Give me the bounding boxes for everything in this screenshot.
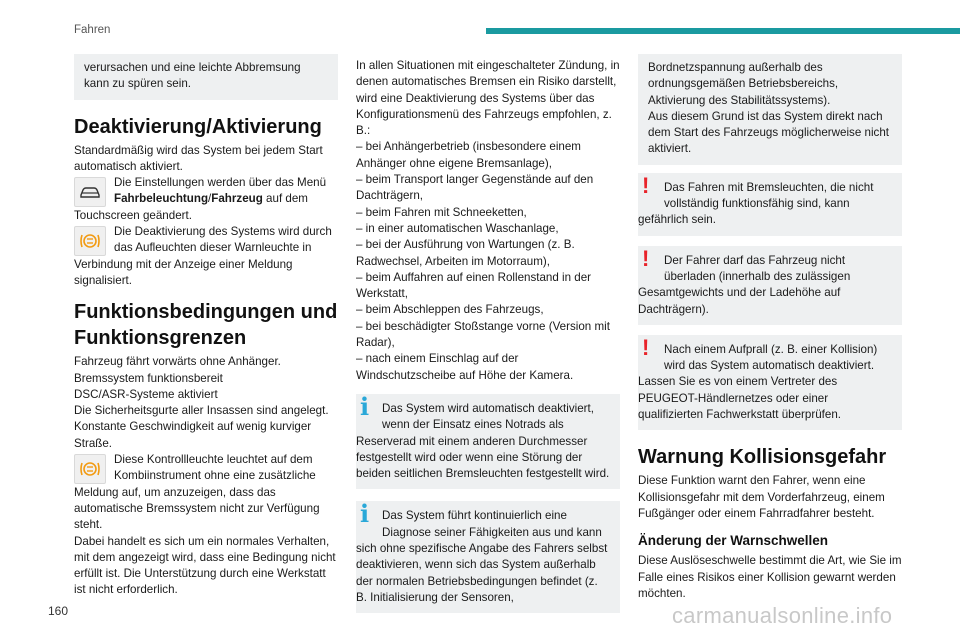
info1-text-a: Das System wird automatisch deaktiviert, wenn der Einsatz eines Notrads als [382, 401, 594, 432]
condition-line: DSC/ASR-Systeme aktiviert [74, 387, 218, 401]
situation-item: – bei Anhängerbetrieb (insbesondere einem Anhänger ohne eigene Bremsanlage), [356, 140, 581, 170]
heading-conditions: Funktionsbedingungen und Funktionsgrenzen [74, 301, 338, 350]
situation-item: – beim Fahren mit Schneeketten, [356, 205, 527, 219]
heading-collision-warning: Warnung Kollisionsgefahr [638, 446, 887, 469]
condition-line: Fahrzeug fährt vorwärts ohne Anhänger. [74, 355, 281, 369]
condition-line: Konstante Geschwindigkeit auf wenig kurviger Straße. [74, 420, 312, 450]
info1-text-b: Reserverad mit einem anderen Durchmesser festgestellt wird oder wenn eine Störung der beiden seitlichen Bremsleuchten festgestellt wird. [356, 434, 610, 481]
situations-intro: In allen Situationen mit eingeschalteter Zündung, in denen automatisches Bremsen ein Risiko darstellt, wird eine Deaktivierung des Systems über das Konfigurationsmenü des Fahrzeugs empfohlen, z. B.: [356, 59, 620, 138]
page-number: 160 [48, 604, 69, 618]
warning-box [638, 335, 902, 430]
info2-text-a: Das System führt kontinuierlich eine Diagnose seiner Fähigkeiten aus und kann [382, 509, 602, 539]
warn2-text-b: Gesamtgewichts und der Ladehöhe auf Dachträgern). [638, 286, 841, 316]
exclamation-icon: ! [642, 334, 650, 360]
info2-text-b: sich ohne spezifische Angabe des Fahrers selbst deaktivieren, wenn sich das System außerhalb der normalen Betriebsbedingungen befindet (z. B. Initialisierung der Sensoren, [356, 542, 608, 604]
warning-box [638, 246, 902, 325]
settings-text-b: auf dem [262, 192, 308, 206]
deactivation-text-b: Verbindung mit der Anzeige einer Meldung signalisiert. [74, 257, 293, 287]
lamp-text-a: Diese Kontrollleuchte leuchtet auf dem Kombiinstrument ohne eine zusätzliche [114, 453, 316, 483]
header-accent-bar [486, 28, 960, 34]
lamp-instruction [74, 452, 338, 533]
situation-item: – beim Auffahren auf einen Rollenstand in der Werkstatt, [356, 270, 592, 301]
situation-item: – bei beschädigter Stoßstange vorne (Version mit Radar), [356, 319, 610, 350]
continuation-text: verursachen und eine leichte Abbremsung kann zu spüren sein. [84, 61, 301, 91]
braking-warning-icon [74, 226, 106, 256]
continuation-text: Bordnetzspannung außerhalb des ordnungsgemäßen Betriebsbereichs, Aktivierung des Stabilitätssystems). [648, 61, 839, 107]
lamp-text-b: Meldung auf, um anzuzeigen, dass das automatische Bremssystem nicht zur Verfügung steht. [74, 485, 320, 532]
watermark: carmanualsonline.info [672, 603, 893, 628]
warn3-text-b: Lassen Sie es von einem Vertreter des PEUGEOT-Händlernetzes oder einer qualifizierten Fachwerkstatt überprüfen. [638, 375, 841, 422]
deactivation-text-a: Die Deaktivierung des Systems wird durch das Aufleuchten dieser Warnleuchte in [114, 225, 332, 255]
car-outline-icon [74, 177, 106, 207]
section-header: Fahren [74, 24, 111, 36]
situation-item: – bei der Ausführung von Wartungen (z. B. Radwechsel, Arbeiten im Motorraum), [356, 238, 575, 268]
settings-menu-sep: / [208, 192, 212, 206]
situation-item: – in einer automatischen Waschanlage, [356, 221, 559, 235]
collision-text: Diese Funktion warnt den Fahrer, wenn eine Kollisionsgefahr mit dem Vorderfahrzeug, einem Fußgänger oder einem Fahrradfahrer besteht. [638, 474, 885, 520]
warning-box [638, 173, 902, 236]
column-1 [74, 54, 338, 599]
warn3-text-a: Nach einem Aufprall (z. B. einer Kollision) wird das System automatisch deaktiviert. [664, 342, 878, 373]
situation-item: – nach einem Einschlag auf der Windschutzscheibe auf Höhe der Kamera. [356, 352, 574, 382]
info-box [356, 501, 620, 613]
info-icon: i [360, 499, 370, 529]
settings-instruction [74, 175, 338, 224]
column-2 [356, 54, 620, 621]
heading-thresholds: Änderung der Warnschwellen [638, 533, 829, 549]
lamp-text-c: Dabei handelt es sich um ein normales Verhalten, mit dem angezeigt wird, dass eine Bedingung nicht erfüllt ist. Die Unterstützung durch eine Werkstatt ist nicht erforderlich. [74, 534, 336, 597]
situation-item: – beim Abschleppen des Fahrzeugs, [356, 303, 544, 317]
settings-menu-bold2: Fahrzeug [211, 192, 263, 206]
threshold-text: Diese Auslöseschwelle bestimmt die Art, wie Sie im Falle eines Risikos einer Kollision gewarnt werden möchten. [638, 554, 902, 600]
continuation-text: Aus diesem Grund ist das System direkt nach dem Start des Fahrzeugs möglicherweise nicht aktiviert. [648, 109, 890, 156]
deactivation-instruction [74, 224, 338, 289]
condition-line: Bremssystem funktionsbereit [74, 371, 223, 385]
continuation-box [638, 54, 902, 165]
warn1-text-b: gefährlich sein. [638, 213, 716, 227]
exclamation-icon: ! [642, 245, 650, 271]
column-3 [638, 54, 902, 602]
settings-text-c: Touchscreen geändert. [74, 208, 192, 222]
info-box [356, 391, 620, 489]
info-icon: i [360, 391, 370, 421]
default-activation-text: Standardmäßig wird das System bei jedem Start automatisch aktiviert. [74, 143, 323, 173]
warn2-text-a: Der Fahrer darf das Fahrzeug nicht überladen (innerhalb des zulässigen [664, 253, 851, 283]
situation-item: – beim Transport langer Gegenstände auf den Dachträgern, [356, 173, 594, 203]
warn1-text-a: Das Fahren mit Bremsleuchten, die nicht vollständig funktionsfähig sind, kann [664, 180, 874, 211]
heading-deactivation: Deaktivierung/Aktivierung [74, 115, 322, 138]
braking-warning-icon [74, 454, 106, 484]
continuation-box [74, 54, 338, 100]
condition-line: Die Sicherheitsgurte aller Insassen sind angelegt. [74, 404, 329, 418]
settings-menu-bold1: Fahrbeleuchtung [114, 192, 209, 206]
settings-text-a: Die Einstellungen werden über das Menü [114, 176, 327, 190]
exclamation-icon: ! [642, 172, 650, 198]
